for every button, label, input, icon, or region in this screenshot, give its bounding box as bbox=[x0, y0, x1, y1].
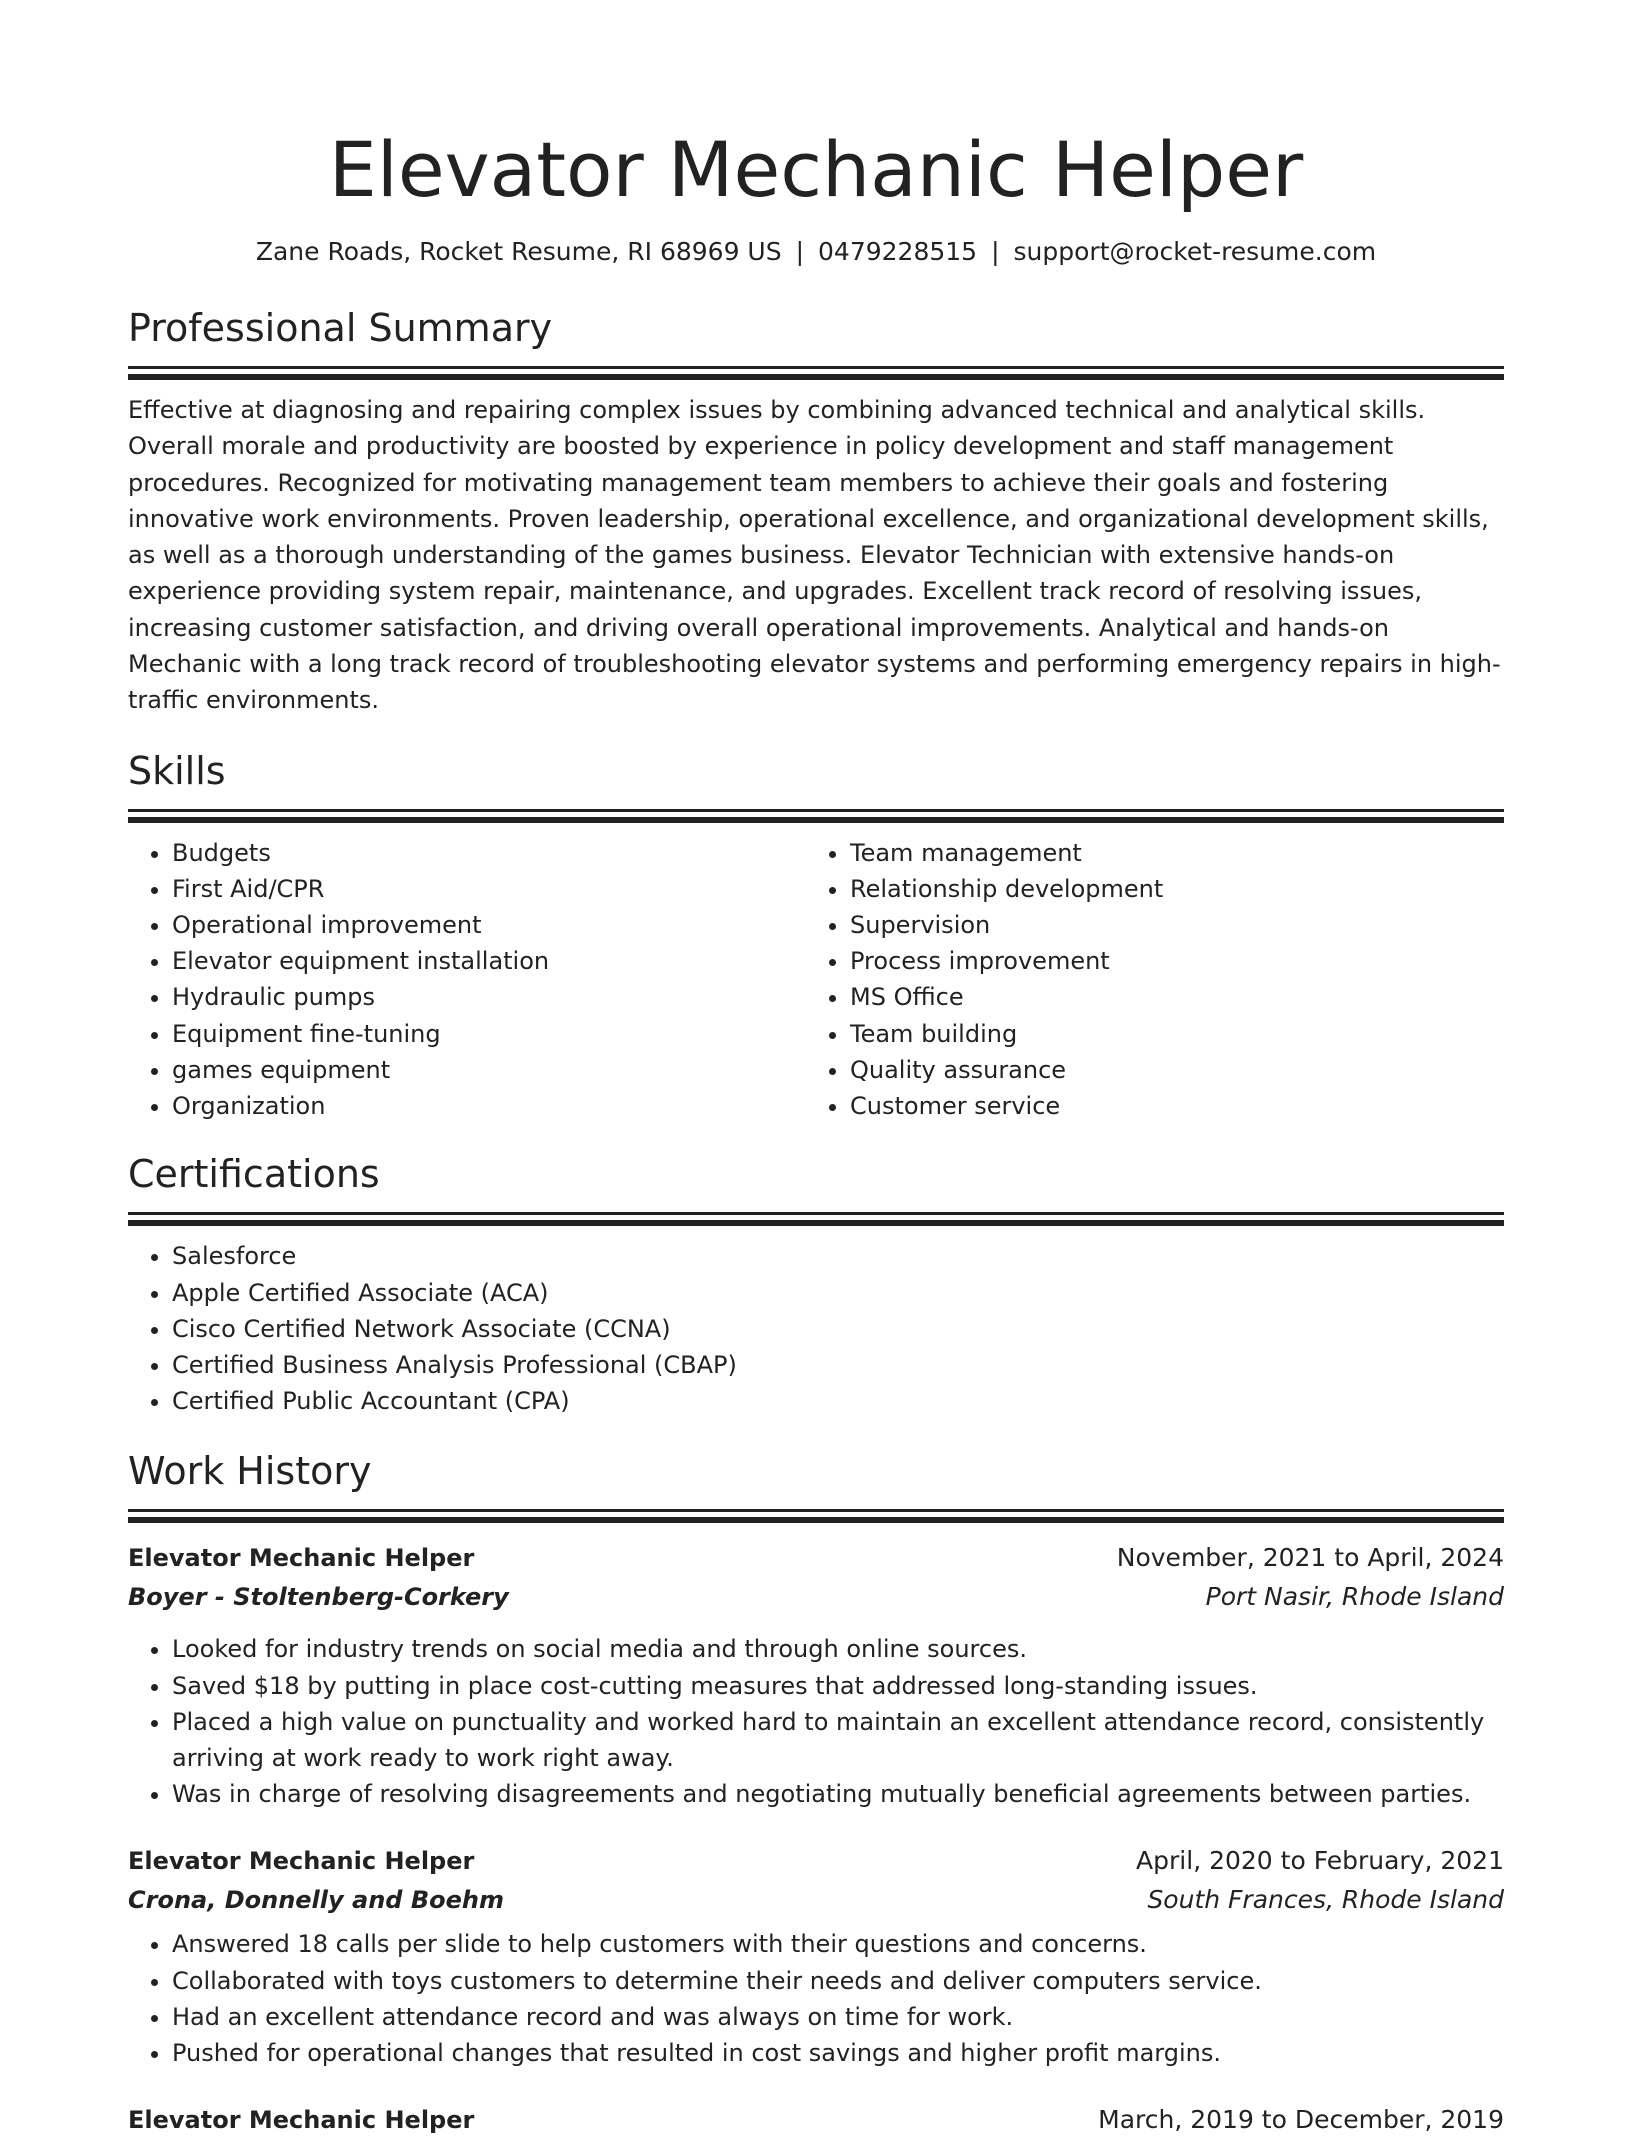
job-header bbox=[128, 2101, 1504, 2139]
section-divider-thick bbox=[128, 374, 1504, 380]
section-divider bbox=[128, 366, 1504, 369]
section-divider bbox=[128, 809, 1504, 812]
section-divider bbox=[128, 1212, 1504, 1215]
job-title: Elevator Mechanic Helper bbox=[128, 1544, 475, 1573]
contact-address: Zane Roads, Rocket Resume, RI 68969 US bbox=[255, 237, 782, 266]
resume-name: Elevator Mechanic Helper bbox=[328, 125, 1304, 214]
skill-item: • Customer service bbox=[850, 1088, 1484, 1124]
skill-item: • Relationship development bbox=[850, 871, 1484, 907]
job-bullet: • Pushed for operational changes that resulted in cost savings and higher profit margins. bbox=[172, 2035, 1504, 2071]
skill-item: • Budgets bbox=[172, 835, 806, 871]
skill-item: • Process improvement bbox=[850, 943, 1484, 979]
contact-phone: 0479228515 bbox=[818, 237, 978, 266]
skill-item: • Hydraulic pumps bbox=[172, 979, 806, 1015]
job-header bbox=[128, 1842, 1504, 1880]
certification-item: • Salesforce bbox=[172, 1238, 1504, 1274]
job-title: Elevator Mechanic Helper bbox=[128, 1847, 475, 1876]
summary-heading: Professional Summary bbox=[128, 306, 553, 350]
job-bullet: • Answered 18 calls per slide to help customers with their questions and concerns. bbox=[172, 1926, 1504, 1962]
skill-item: • MS Office bbox=[850, 979, 1484, 1015]
job-bullet: • Had an excellent attendance record and was always on time for work. bbox=[172, 1999, 1504, 2035]
job-company: Crona, Donnelly and Boehm bbox=[128, 1886, 504, 1915]
job-entry bbox=[128, 2101, 1504, 2139]
section-divider bbox=[128, 1509, 1504, 1512]
certification-item: • Certified Public Accountant (CPA) bbox=[172, 1383, 1504, 1419]
contact-email: support@rocket-resume.com bbox=[1013, 237, 1377, 266]
skill-item: • Team management bbox=[850, 835, 1484, 871]
skill-item: • Organization bbox=[172, 1088, 806, 1124]
job-entry bbox=[128, 1539, 1504, 1812]
skill-item: • Operational improvement bbox=[172, 907, 806, 943]
summary-text: Effective at diagnosing and repairing complex issues by combining advanced technical and analytical skills. Overall morale and productivity are boosted by experience in policy development and staff management procedures. Recognized for motivating management team members to achieve their goals and fostering innovative work environments. Proven leadership, operational excellence, and organizational development skills, as well as a thorough understanding of the games business. Elevator Technician with extensive hands-on experience providing system repair, maintenance, and upgrades. Excellent track record of resolving issues, increasing customer satisfaction, and driving overall operational improvements. Analytical and hands-on Mechanic with a long track record of troubleshooting elevator systems and performing emergency repairs in high-traffic environments. bbox=[128, 396, 1501, 715]
skill-item: • First Aid/CPR bbox=[172, 871, 806, 907]
skill-item: • Supervision bbox=[850, 907, 1484, 943]
job-location: South Frances, Rhode Island bbox=[1147, 1885, 1504, 1915]
summary-section bbox=[128, 304, 1504, 719]
job-bullet: • Saved $18 by putting in place cost-cutting measures that addressed long-standing issues. bbox=[172, 1668, 1504, 1704]
skill-item: • games equipment bbox=[172, 1052, 806, 1088]
skills-right-column bbox=[806, 835, 1484, 1125]
job-bullet: • Collaborated with toys customers to determine their needs and deliver computers service. bbox=[172, 1963, 1504, 1999]
job-bullet: • Placed a high value on punctuality and worked hard to maintain an excellent attendance record, consistently arriving at work ready to work right away. bbox=[172, 1704, 1504, 1776]
skills-columns bbox=[128, 835, 1504, 1125]
job-bullet: • Looked for industry trends on social media and through online sources. bbox=[172, 1631, 1504, 1667]
section-divider-thick bbox=[128, 817, 1504, 823]
certification-item: • Apple Certified Associate (ACA) bbox=[172, 1275, 1504, 1311]
job-company: Boyer - Stoltenberg-Corkery bbox=[128, 1583, 509, 1612]
skills-section bbox=[128, 747, 1504, 1125]
certification-item: • Certified Business Analysis Professional (CBAP) bbox=[172, 1347, 1504, 1383]
job-dates: November, 2021 to April, 2024 bbox=[1116, 1543, 1504, 1573]
job-location: Port Nasir, Rhode Island bbox=[1205, 1582, 1504, 1612]
job-dates: March, 2019 to December, 2019 bbox=[1098, 2105, 1504, 2135]
job-subheader bbox=[128, 1880, 1504, 1920]
section-divider-thick bbox=[128, 1220, 1504, 1226]
skill-item: • Quality assurance bbox=[850, 1052, 1484, 1088]
skill-item: • Elevator equipment installation bbox=[172, 943, 806, 979]
contact-line bbox=[128, 234, 1504, 270]
job-dates: April, 2020 to February, 2021 bbox=[1136, 1846, 1504, 1876]
section-divider-thick bbox=[128, 1517, 1504, 1523]
certification-item: • Cisco Certified Network Associate (CCNA) bbox=[172, 1311, 1504, 1347]
job-subheader bbox=[128, 1577, 1504, 1617]
contact-separator: | bbox=[795, 237, 805, 266]
job-entry bbox=[128, 1842, 1504, 2071]
skills-heading: Skills bbox=[128, 748, 226, 793]
skill-item: • Equipment fine-tuning bbox=[172, 1016, 806, 1052]
certifications-heading: Certifications bbox=[128, 1152, 380, 1197]
job-title: Elevator Mechanic Helper bbox=[128, 2106, 475, 2135]
work-history-heading: Work History bbox=[128, 1449, 372, 1494]
job-bullet: • Was in charge of resolving disagreements and negotiating mutually beneficial agreements between parties. bbox=[172, 1776, 1504, 1812]
skill-item: • Team building bbox=[850, 1016, 1484, 1052]
resume-page bbox=[128, 0, 1504, 2139]
skills-left-column bbox=[128, 835, 806, 1125]
job-header bbox=[128, 1539, 1504, 1577]
contact-separator: | bbox=[991, 237, 1000, 266]
work-history-section bbox=[128, 1447, 1504, 2139]
certifications-section bbox=[128, 1150, 1504, 1419]
